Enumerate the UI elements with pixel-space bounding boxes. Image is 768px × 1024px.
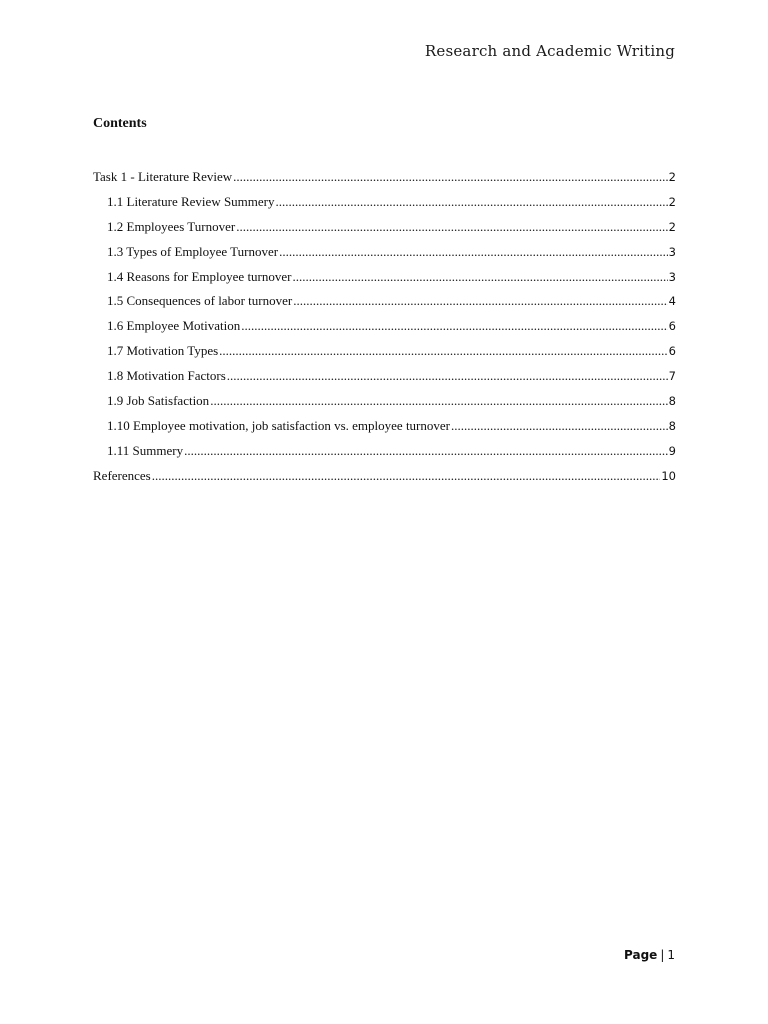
running-header: Research and Academic Writing bbox=[424, 42, 675, 60]
toc-entry-label: References bbox=[93, 467, 151, 483]
page-separator: | bbox=[660, 948, 665, 962]
dot-leader bbox=[227, 367, 668, 385]
toc-entry-page: 6 bbox=[668, 319, 676, 334]
toc-entry-page: 2 bbox=[668, 194, 676, 209]
dot-leader bbox=[233, 168, 668, 186]
toc-entry-label: 1.11 Summery bbox=[107, 442, 184, 458]
dot-leader bbox=[293, 292, 667, 310]
toc-entry-1-7[interactable] bbox=[93, 342, 676, 367]
dot-leader bbox=[451, 417, 668, 435]
toc-entry-label: 1.6 Employee Motivation bbox=[107, 318, 241, 334]
toc-entry-1-11[interactable] bbox=[93, 442, 676, 467]
toc-entry-label: 1.1 Literature Review Summery bbox=[107, 193, 275, 209]
toc-entry-label: 1.10 Employee motivation, job satisfaction vs. employee turnover bbox=[107, 417, 450, 433]
toc-entry-page: 6 bbox=[668, 344, 676, 359]
toc-entry-1-4[interactable] bbox=[93, 268, 676, 293]
toc-entry-task-1[interactable] bbox=[93, 168, 676, 193]
toc-entry-label: 1.7 Motivation Types bbox=[107, 343, 219, 359]
dot-leader bbox=[152, 467, 661, 485]
toc-entry-page: 8 bbox=[668, 394, 676, 409]
toc-entry-page: 3 bbox=[668, 269, 676, 284]
toc-entry-page: 2 bbox=[668, 170, 676, 184]
toc-entry-1-10[interactable] bbox=[93, 417, 676, 442]
toc-entry-page: 4 bbox=[668, 294, 676, 309]
toc-entry-label: 1.3 Types of Employee Turnover bbox=[107, 243, 279, 259]
page-footer bbox=[624, 948, 675, 962]
toc-entry-label: Task 1 - Literature Review bbox=[93, 169, 233, 184]
dot-leader bbox=[241, 317, 667, 335]
toc-entry-page: 3 bbox=[668, 244, 676, 259]
toc-entry-1-6[interactable] bbox=[93, 317, 676, 342]
toc-entry-page: 7 bbox=[668, 369, 676, 384]
table-of-contents bbox=[93, 168, 676, 492]
toc-entry-label: 1.4 Reasons for Employee turnover bbox=[107, 268, 292, 284]
toc-entry-label: 1.9 Job Satisfaction bbox=[107, 393, 210, 409]
toc-entry-1-9[interactable] bbox=[93, 392, 676, 417]
dot-leader bbox=[279, 243, 668, 261]
toc-entry-page: 2 bbox=[668, 219, 676, 234]
page-number: 1 bbox=[667, 948, 675, 962]
toc-entry-1-2[interactable] bbox=[93, 218, 676, 243]
toc-entry-label: 1.5 Consequences of labor turnover bbox=[107, 293, 293, 309]
toc-entry-1-3[interactable] bbox=[93, 243, 676, 268]
toc-entry-page: 9 bbox=[668, 443, 676, 458]
contents-heading: Contents bbox=[93, 116, 147, 131]
dot-leader bbox=[184, 442, 668, 460]
toc-entry-1-1[interactable] bbox=[93, 193, 676, 218]
dot-leader bbox=[292, 268, 667, 286]
toc-entry-1-5[interactable] bbox=[93, 292, 676, 317]
toc-entry-label: 1.2 Employees Turnover bbox=[107, 218, 236, 234]
toc-entry-1-8[interactable] bbox=[93, 367, 676, 392]
toc-entry-page: 8 bbox=[668, 418, 676, 433]
page-label: Page bbox=[624, 948, 658, 962]
toc-entry-references[interactable] bbox=[93, 467, 676, 492]
dot-leader bbox=[276, 193, 668, 211]
dot-leader bbox=[219, 342, 668, 360]
dot-leader bbox=[236, 218, 667, 236]
toc-entry-label: 1.8 Motivation Factors bbox=[107, 368, 226, 384]
dot-leader bbox=[210, 392, 667, 410]
toc-entry-page: 10 bbox=[661, 468, 676, 483]
